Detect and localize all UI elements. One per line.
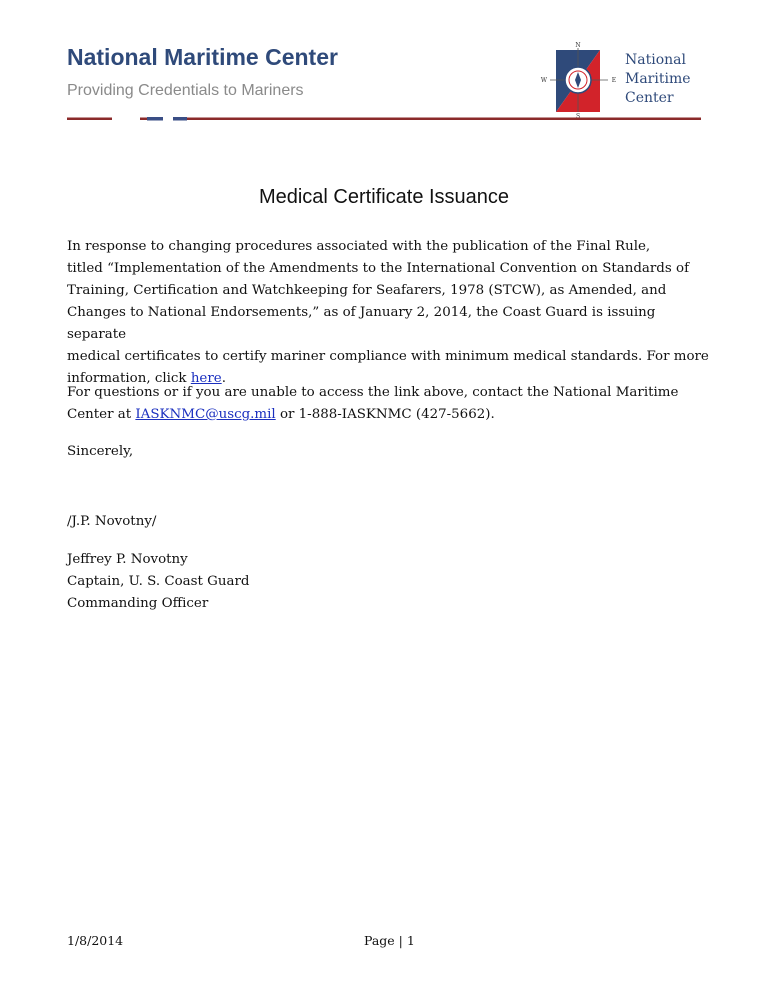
logo-line-3: Center: [625, 90, 674, 106]
document-heading: Medical Certificate Issuance: [258, 186, 510, 208]
header-divider: [67, 116, 701, 122]
signature: /J.P. Novotny/: [67, 514, 157, 529]
closing-salutation: Sincerely,: [67, 444, 134, 459]
paragraph-1-line-1: In response to changing procedures associated with the publication of the Final Rule,: [67, 239, 651, 254]
organization-tagline: Providing Credentials to Mariners: [67, 82, 304, 99]
footer-date: 1/8/2014: [67, 933, 124, 948]
paragraph-1-line-5: medical certificates to certify mariner compliance with minimum medical standards. For more: [67, 349, 709, 364]
more-info-link[interactable]: here: [190, 371, 222, 386]
paragraph-1-line-6-text: information, click: [67, 371, 191, 386]
paragraph-1-line-3: Training, Certification and Watchkeeping for Seafarers, 1978 (STCW), as Amended, and: [67, 283, 667, 298]
logo-line-2: Maritime: [625, 71, 691, 87]
paragraph-1-line-2: titled “Implementation of the Amendments to the International Convention on Standards of: [67, 261, 690, 276]
paragraph-2-line-1: For questions or if you are unable to access the link above, contact the National Maritime: [67, 385, 679, 400]
body-paragraph-1: [67, 236, 712, 390]
signature-block: [67, 549, 712, 615]
paragraph-1-line-4: Changes to National Endorsements,” as of January 2, 2014, the Coast Guard is issuing separate: [67, 305, 656, 342]
compass-north-label: N: [575, 42, 581, 49]
logo-line-1: National: [625, 52, 686, 68]
logo-wordmark: [625, 51, 691, 108]
signatory-position: Commanding Officer: [67, 596, 209, 611]
footer-page-number: Page | 1: [364, 933, 415, 948]
compass-east-label: E: [611, 77, 617, 84]
body-paragraph-2: [67, 382, 712, 426]
paragraph-2-line-2-prefix: Center at: [67, 407, 136, 422]
paragraph-1-period: .: [221, 371, 226, 386]
contact-email-link[interactable]: IASKNMC@uscg.mil: [135, 407, 276, 422]
compass-south-label: S: [575, 113, 581, 118]
paragraph-2-line-2-suffix: or 1-888-IASKNMC (427-5662).: [275, 407, 495, 422]
organization-title: National Maritime Center: [67, 44, 338, 70]
signatory-name: Jeffrey P. Novotny: [67, 552, 188, 567]
compass-rose-seal-icon: [538, 42, 618, 118]
compass-west-label: W: [540, 77, 548, 84]
signatory-title: Captain, U. S. Coast Guard: [67, 574, 250, 589]
